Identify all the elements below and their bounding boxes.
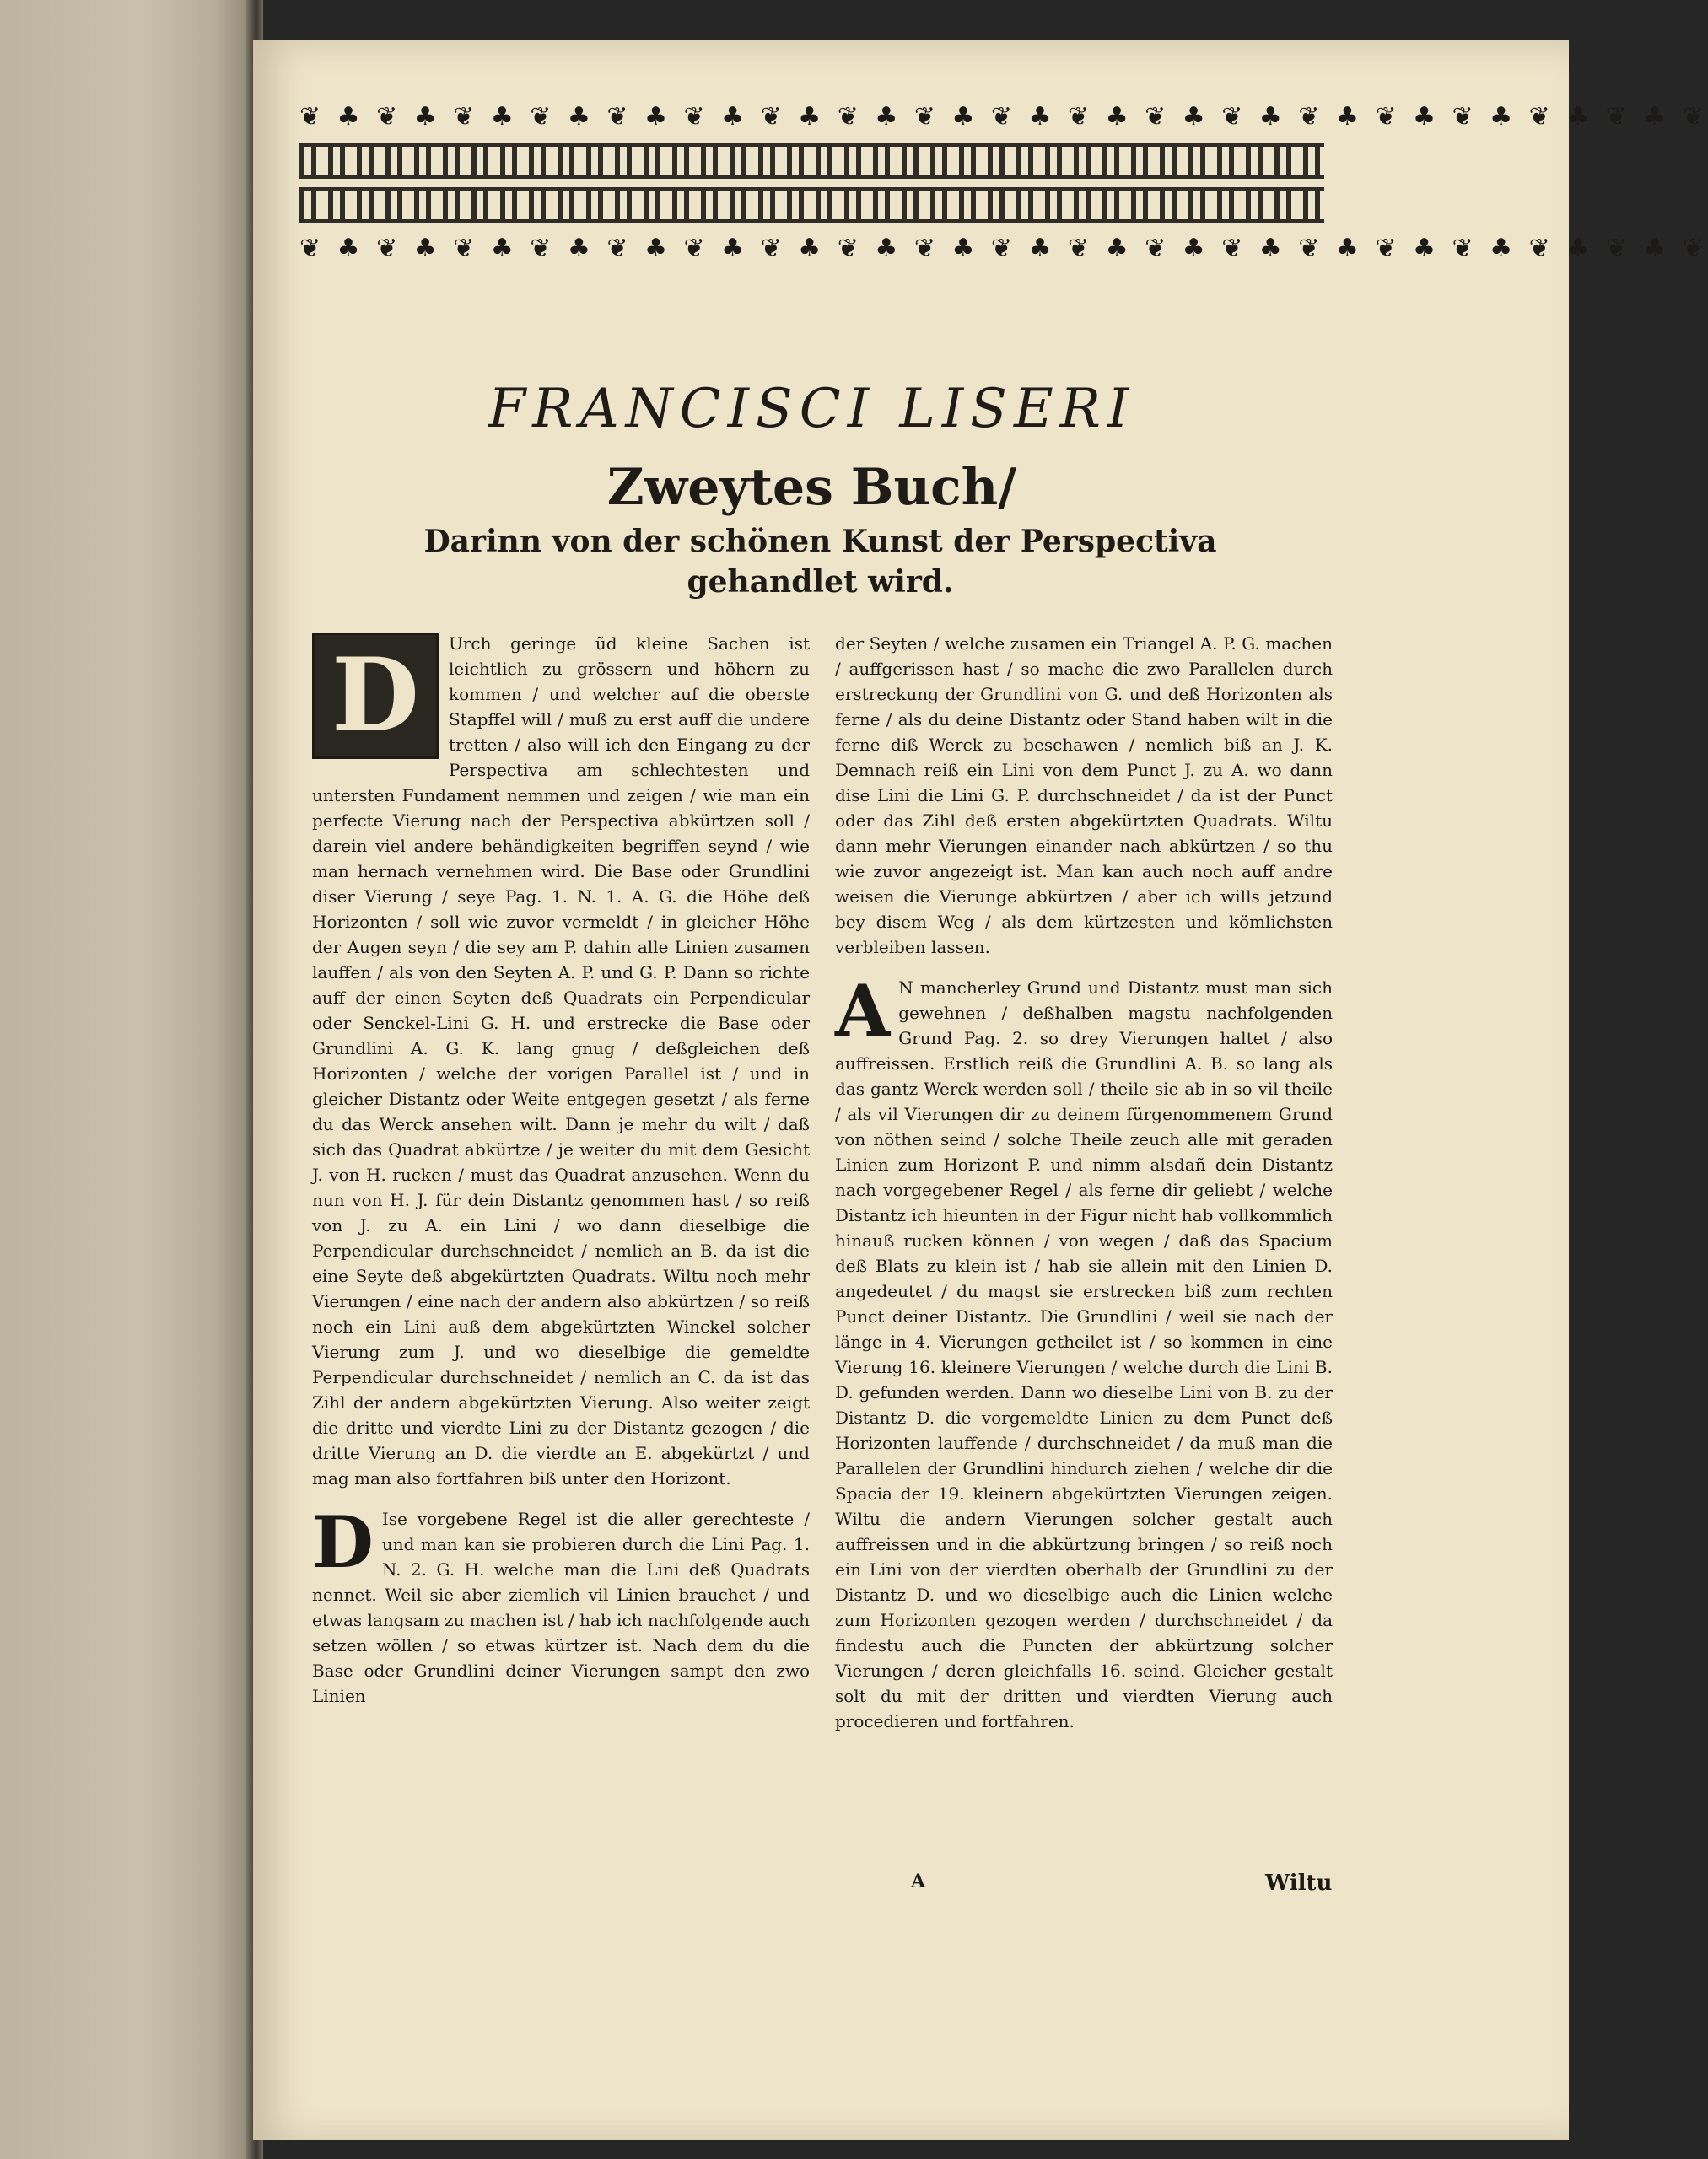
facing-page xyxy=(0,0,253,2159)
paragraph-text: der Seyten / welche zusamen ein Triangel A. P. G. machen / auffgerissen hast / so mache die zwo Parallelen durch erstreckung der Grundlini von G. und deß Horizonten als ferne / als du deine Distantz oder Stand haben wilt in die ferne diß Werck zu beschawen / nemlich biß an J. K. Demnach reiß ein Lini von dem Punct J. zu A. wo dann dise Lini die Lini G. P. durchschneidet / da ist der Punct oder das Zihl deß ersten abgekürtzten Quadrats. Wiltu dann mehr Vierungen einander nach abkürtzen / so thu wie zuvor angezeigt ist. Man kan auch noch auff andre weisen die Vierunge abkürtzen / aber ich wills jetzund bey disem Weg / als dem kürtzesten und kömlichsten verbleiben lassen. xyxy=(835,633,1333,957)
catchword: Wiltu xyxy=(1265,1871,1333,1896)
ornament-band xyxy=(299,187,1324,223)
author-title: FRANCISCI LISERI xyxy=(488,378,1136,440)
signature-mark: A xyxy=(911,1871,926,1892)
initial-letter: A xyxy=(835,969,891,1053)
paragraph-text: N mancherley Grund und Distantz must man sich gewehnen / deßhalben magstu nachfolgenden Grund Pag. 2. so drey Vierungen haltet / also auffreissen. Erstlich reiß die Grundlini A. B. so lang als das gantz Werck werden soll / theile sie ab in so vil theile / als vil Vierungen dir zu deinem fürgenommenem Grund von nöthen seind / solche Theile zeuch alle mit geraden Linien zum Horizont P. und nimm alsdañ dein Distantz nach vorgegebener Regel / als ferne dir geliebt / welche Distantz ich hieunten in der Figur nicht hab vollkommlich hinauß rucken können / von wegen / daß das Spacium deß Blats zu klein ist / hab sie allein mit den Linien D. angedeutet / du magst sie erstrecken biß zum rechten Punct deiner Distantz. Die Grundlini / weil sie nach der länge in 4. Vierungen getheilet ist / so kommen in eine Vierung 16. kleinere Vierungen / welche durch die Lini B. D. gefunden werden. Dann wo dieselbe Lini von B. zu der Distantz D. die vorgemeldte Linien zu dem Punct deß Horizonten lauffende / durchschneidet / da muß man die Parallelen der Grundlini hindurch ziehen / welche dir die Spacia der 19. kleinern abgekürtzten Vierungen zeigen. Wiltu die andern Vierungen solcher gestalt auch auffreissen und in die abkürtzung bringen / so reiß noch ein Lini von der vierdten oberhalb der Grundlini zu der Distantz D. und wo dieselbige auch die Linien welche zum Horizonten gezogen werden / durchschneidet / da findestu auch die Puncten der abkürtzung solcher Vierungen / deren gleichfalls 16. seind. Gleicher gestalt solt du mit der dritten und vierdten Vierung auch procedieren und fortfahren. xyxy=(835,977,1333,1731)
ornament-row-bottom: ❦ ♣ ❦ ♣ ❦ ♣ ❦ ♣ ❦ ♣ ❦ ♣ ❦ ♣ ❦ ♣ ❦ ♣ ❦ ♣ ❦ ♣ ❦ ♣ ❦ ♣ ❦ ♣ ❦ ♣ ❦ ♣ ❦ ♣ ❦ ♣ ❦ xyxy=(299,234,1708,263)
paragraph xyxy=(312,631,810,1491)
paragraph xyxy=(312,1500,810,1709)
paragraph-text: Urch geringe ũd kleine Sachen ist leichtlich zu grössern und höhern zu kommen / und welcher auf die oberste Stapffel will / muß zu erst auff die undere tretten / also will ich den Eingang zu der Perspectiva am schlechtesten und untersten Fundament nemmen und zeigen / wie man ein perfecte Vierung nach der Perspectiva abkürtzen soll / darein viel andere behändigkeiten begriffen seynd / wie man hernach vernehmen wird. Die Base oder Grundlini diser Vierung / seye Pag. 1. N. 1. A. G. die Höhe deß Horizonten / soll wie zuvor vermeldt / in gleicher Höhe der Augen seyn / die sey am P. dahin alle Linien zusamen lauffen / als von den Seyten A. P. und G. P. Dann so richte auff der einen Seyten deß Quadrats ein Perpendicular oder Senckel-Lini G. H. und erstrecke die Base oder Grundlini A. G. K. lang gnug / deßgleichen deß Horizonten / welche der vorigen Parallel ist / und in gleicher Distantz oder Weite entgegen gesetzt / als ferne du das Werck ansehen wilt. Dann je mehr du wilt / daß sich das Quadrat abkürtze / je weiter du mit dem Gesicht J. von H. rucken / must das Quadrat anzusehen. Wenn du nun von H. J. für dein Distantz genommen hast / so reiß von J. zu A. ein Lini / wo dann dieselbige die Perpendicular durchschneidet / nemlich an B. da ist die eine Seyte deß abgekürtzten Quadrats. Wiltu noch mehr Vierungen / eine nach der andern also abkürtzen / so reiß noch ein Lini auß dem abgekürtzten Winckel solcher Vierung zum J. und wo dieselbige die gemeldte Perpendicular durchschneidet / nemlich an C. da ist das Zihl der andern abgekürtzten Vierung. Also weiter zeigt die dritte und vierdte Lini zu der Distantz gezogen / die dritte Vierung an D. die vierdte an E. abgekürtzt / und mag man also fortfahren biß unter den Horizont. xyxy=(312,633,810,1489)
decorated-initial: D xyxy=(312,633,439,759)
book-subtitle: Darinn von der schönen Kunst der Perspectiva gehandlet wird. xyxy=(423,524,1217,600)
ornament-row-top: ❦ ♣ ❦ ♣ ❦ ♣ ❦ ♣ ❦ ♣ ❦ ♣ ❦ ♣ ❦ ♣ ❦ ♣ ❦ ♣ ❦ ♣ ❦ ♣ ❦ ♣ ❦ ♣ ❦ ♣ ❦ ♣ ❦ ♣ ❦ ♣ ❦ xyxy=(299,102,1708,132)
ornament-band xyxy=(299,143,1324,179)
ornamental-header xyxy=(299,100,1708,315)
book-title: Zweytes Buch/ xyxy=(606,458,1017,517)
initial-letter: D xyxy=(312,1500,374,1584)
paragraph-text: Ise vorgebene Regel ist die aller gerechteste / und man kan sie probieren durch die Lini Pag. 1. N. 2. G. H. welche man die Lini deß Quadrats nennet. Weil sie aber ziemlich vil Linien brauchet / und etwas langsam zu machen ist / hab ich nachfolgende auch setzen wöllen / so etwas kürtzer ist. Nach dem du die Base oder Grundlini deiner Vierungen sampt den zwo Linien xyxy=(312,1509,810,1706)
text-column-right xyxy=(835,631,1333,1749)
paragraph xyxy=(835,631,1333,960)
text-column-left xyxy=(312,631,810,1724)
book-page xyxy=(253,40,1708,2140)
paragraph xyxy=(835,969,1333,1734)
